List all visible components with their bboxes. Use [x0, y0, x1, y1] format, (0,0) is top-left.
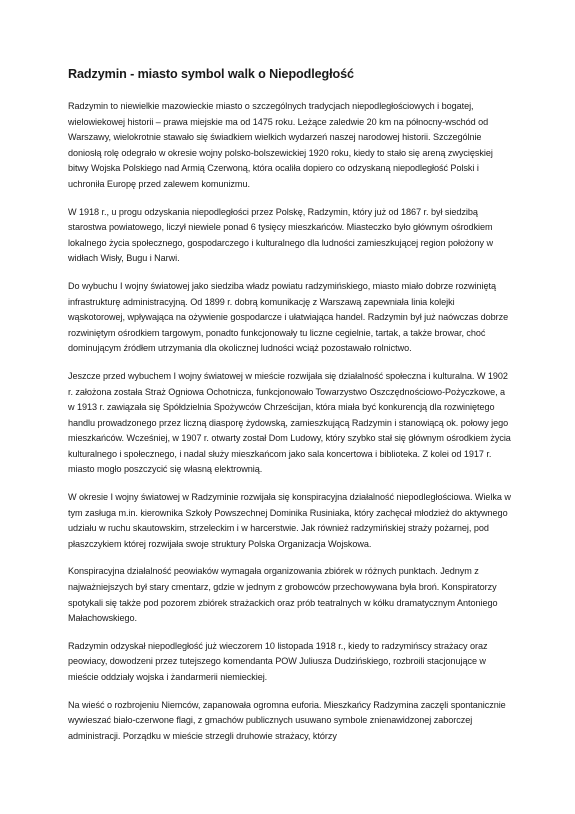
page-title: Radzymin - miasto symbol walk o Niepodległość	[68, 67, 354, 81]
paragraph-8: Na wieść o rozbrojeniu Niemców, zapanowała ogromna euforia. Mieszkańcy Radzymina zaczęli spontanicznie wywieszać biało-czerwone flagi, z gmachów publicznych usuwano symbole znienawidzonej zaborczej administracji. Porządku w mieście strzegli druhowie strażacy, którzy	[68, 699, 506, 741]
paragraph-7: Radzymin odzyskał niepodległość już wieczorem 10 listopada 1918 r., kiedy to radzymińscy strażacy oraz peowiacy, dowodzeni przez tutejszego komendanta POW Juliusza Dudzińskiego, rozbroili stacjonujące w mieście oddziały wojska i żandarmerii niemieckiej.	[68, 640, 488, 682]
paragraph-2: W 1918 r., u progu odzyskania niepodległości przez Polskę, Radzymin, który już od 1867 r. był siedzibą starostwa powiatowego, liczył niewiele ponad 6 tysięcy mieszkańców. Miasteczko było głównym ośrodkiem lokalnego życia społecznego, gospodarczego i kulturalnego dla ludności zamieszkującej region położony w widłach Wisły, Bugu i Narwi.	[68, 206, 494, 264]
document-page	[68, 66, 514, 756]
paragraph-1: Radzymin to niewielkie mazowieckie miasto o szczególnych tradycjach niepodległościowych i bogatej, wielowiekowej historii – prawa miejskie ma od 1475 roku. Leżące zaledwie 20 km na północny-wschód od Warszawy, wielokrotnie stawało się świadkiem wielkich wydarzeń naszej narodowej historii. Szczególnie doniosłą rolę odegrało w okresie wojny polsko-bolszewickiej 1920 roku, kiedy to stało się areną zwycięskiej bitwy Wojska Polskiego nad Armią Czerwoną, która ocaliła dopiero co odzyskaną niepodległość Polski i uchroniła Europę przed zalewem komunizmu.	[68, 101, 493, 189]
paragraph-4: Jeszcze przed wybuchem I wojny światowej w mieście rozwijała się działalność społeczna i kulturalna. W 1902 r. założona została Straż Ogniowa Ochotnicza, funkcjonowało Towarzystwo Oszczędnościowo-Pożyczkowe, a w 1913 r. zawiązała się Spółdzielnia Spożywców Chrześcijan, która miała być konkurencją dla rozwiniętego handlu prowadzonego przez liczną diasporę żydowską, zamieszkującą Radzymin i stanowiącą ok. połowy jego mieszkańców. Wcześniej, w 1907 r. otwarty został Dom Ludowy, który szybko stał się głównym ośrodkiem życia kulturalnego i społecznego, i nadal służy mieszkańcom jako sala koncertowa i biblioteka. Z kolei od 1917 r. miasto mogło poszczycić się własną elektrownią.	[68, 370, 511, 475]
paragraph-5: W okresie I wojny światowej w Radzyminie rozwijała się konspiracyjna działalność niepodległościowa. Wielka w tym zasługa m.in. kierownika Szkoły Powszechnej Dominika Rusiniaka, który zachęcał młodzież do aktywnego udziału w ruchu skautowskim, strzeleckim i w harcerstwie. Jak również radzymińskiej straży pożarnej, pod płaszczykiem której rozwijała swoje struktury Polska Organizacja Wojskowa.	[68, 492, 511, 549]
paragraph-6: Konspiracyjna działalność peowiaków wymagała organizowania zbiórek w różnych punktach. Jednym z najważniejszych był stary cmentarz, gdzie w jednym z grobowców przechowywana była broń. Konspiratorzy spotykali się także pod pozorem zbiórek strażackich oraz prób teatralnych w kółku dramatycznym Antoniego Małachowskiego.	[68, 566, 498, 624]
paragraph-3: Do wybuchu I wojny światowej jako siedziba władz powiatu radzymińskiego, miasto miało dobrze rozwiniętą infrastrukturę administracyjną. Od 1899 r. dobrą komunikację z Warszawą zapewniała linia kolejki wąskotorowej, wpływająca na ożywienie gospodarcze i ułatwiająca handel. Radzymin był już naówczas dobrze rozwiniętym ośrodkiem targowym, ponadto funkcjonowały tu liczne cegielnie, tartak, a także browar, choć dominującym źródłem utrzymania dla okolicznej ludności wciąż pozostawało rolnictwo.	[68, 280, 509, 354]
